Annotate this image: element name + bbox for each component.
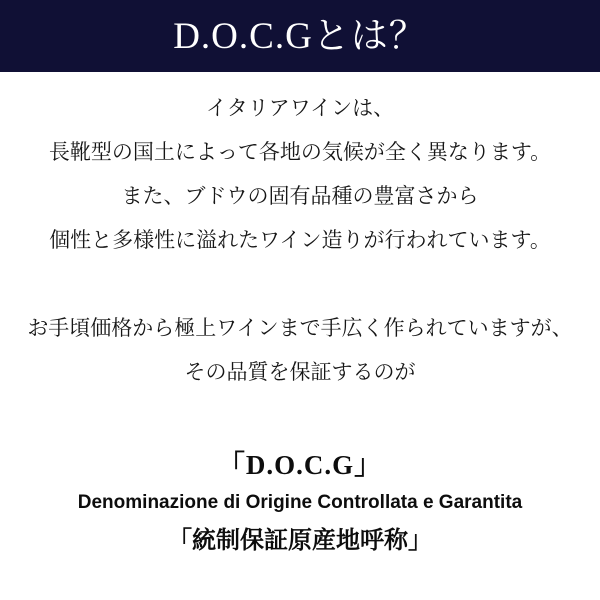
body-line: 個性と多様性に溢れたワイン造りが行われています。 [49,228,551,252]
body-line: その品質を保証するのが [184,360,416,384]
docg-japanese-name: 「統制保証原産地呼称」 [168,528,432,555]
paragraph-two [0,306,600,394]
docg-abbreviation: 「D.O.C.G」 [217,450,383,480]
body-line: お手頃価格から極上ワインまで手広く作られていますが、 [27,316,573,340]
paragraph-one [0,86,600,262]
body-line: イタリアワインは、 [205,96,395,120]
page-title: D.O.C.Gとは？ [173,15,427,57]
docg-full-name: Denominazione di Origine Controllata e Garantita [77,492,523,514]
page-body [0,86,600,562]
body-line: 長靴型の国土によって各地の気候が全く異なります。 [48,140,552,164]
page-header-band [0,0,600,72]
body-line: また、ブドウの固有品種の豊富さから [121,184,479,208]
closing-block [0,446,600,562]
paragraph-spacer [0,262,600,306]
